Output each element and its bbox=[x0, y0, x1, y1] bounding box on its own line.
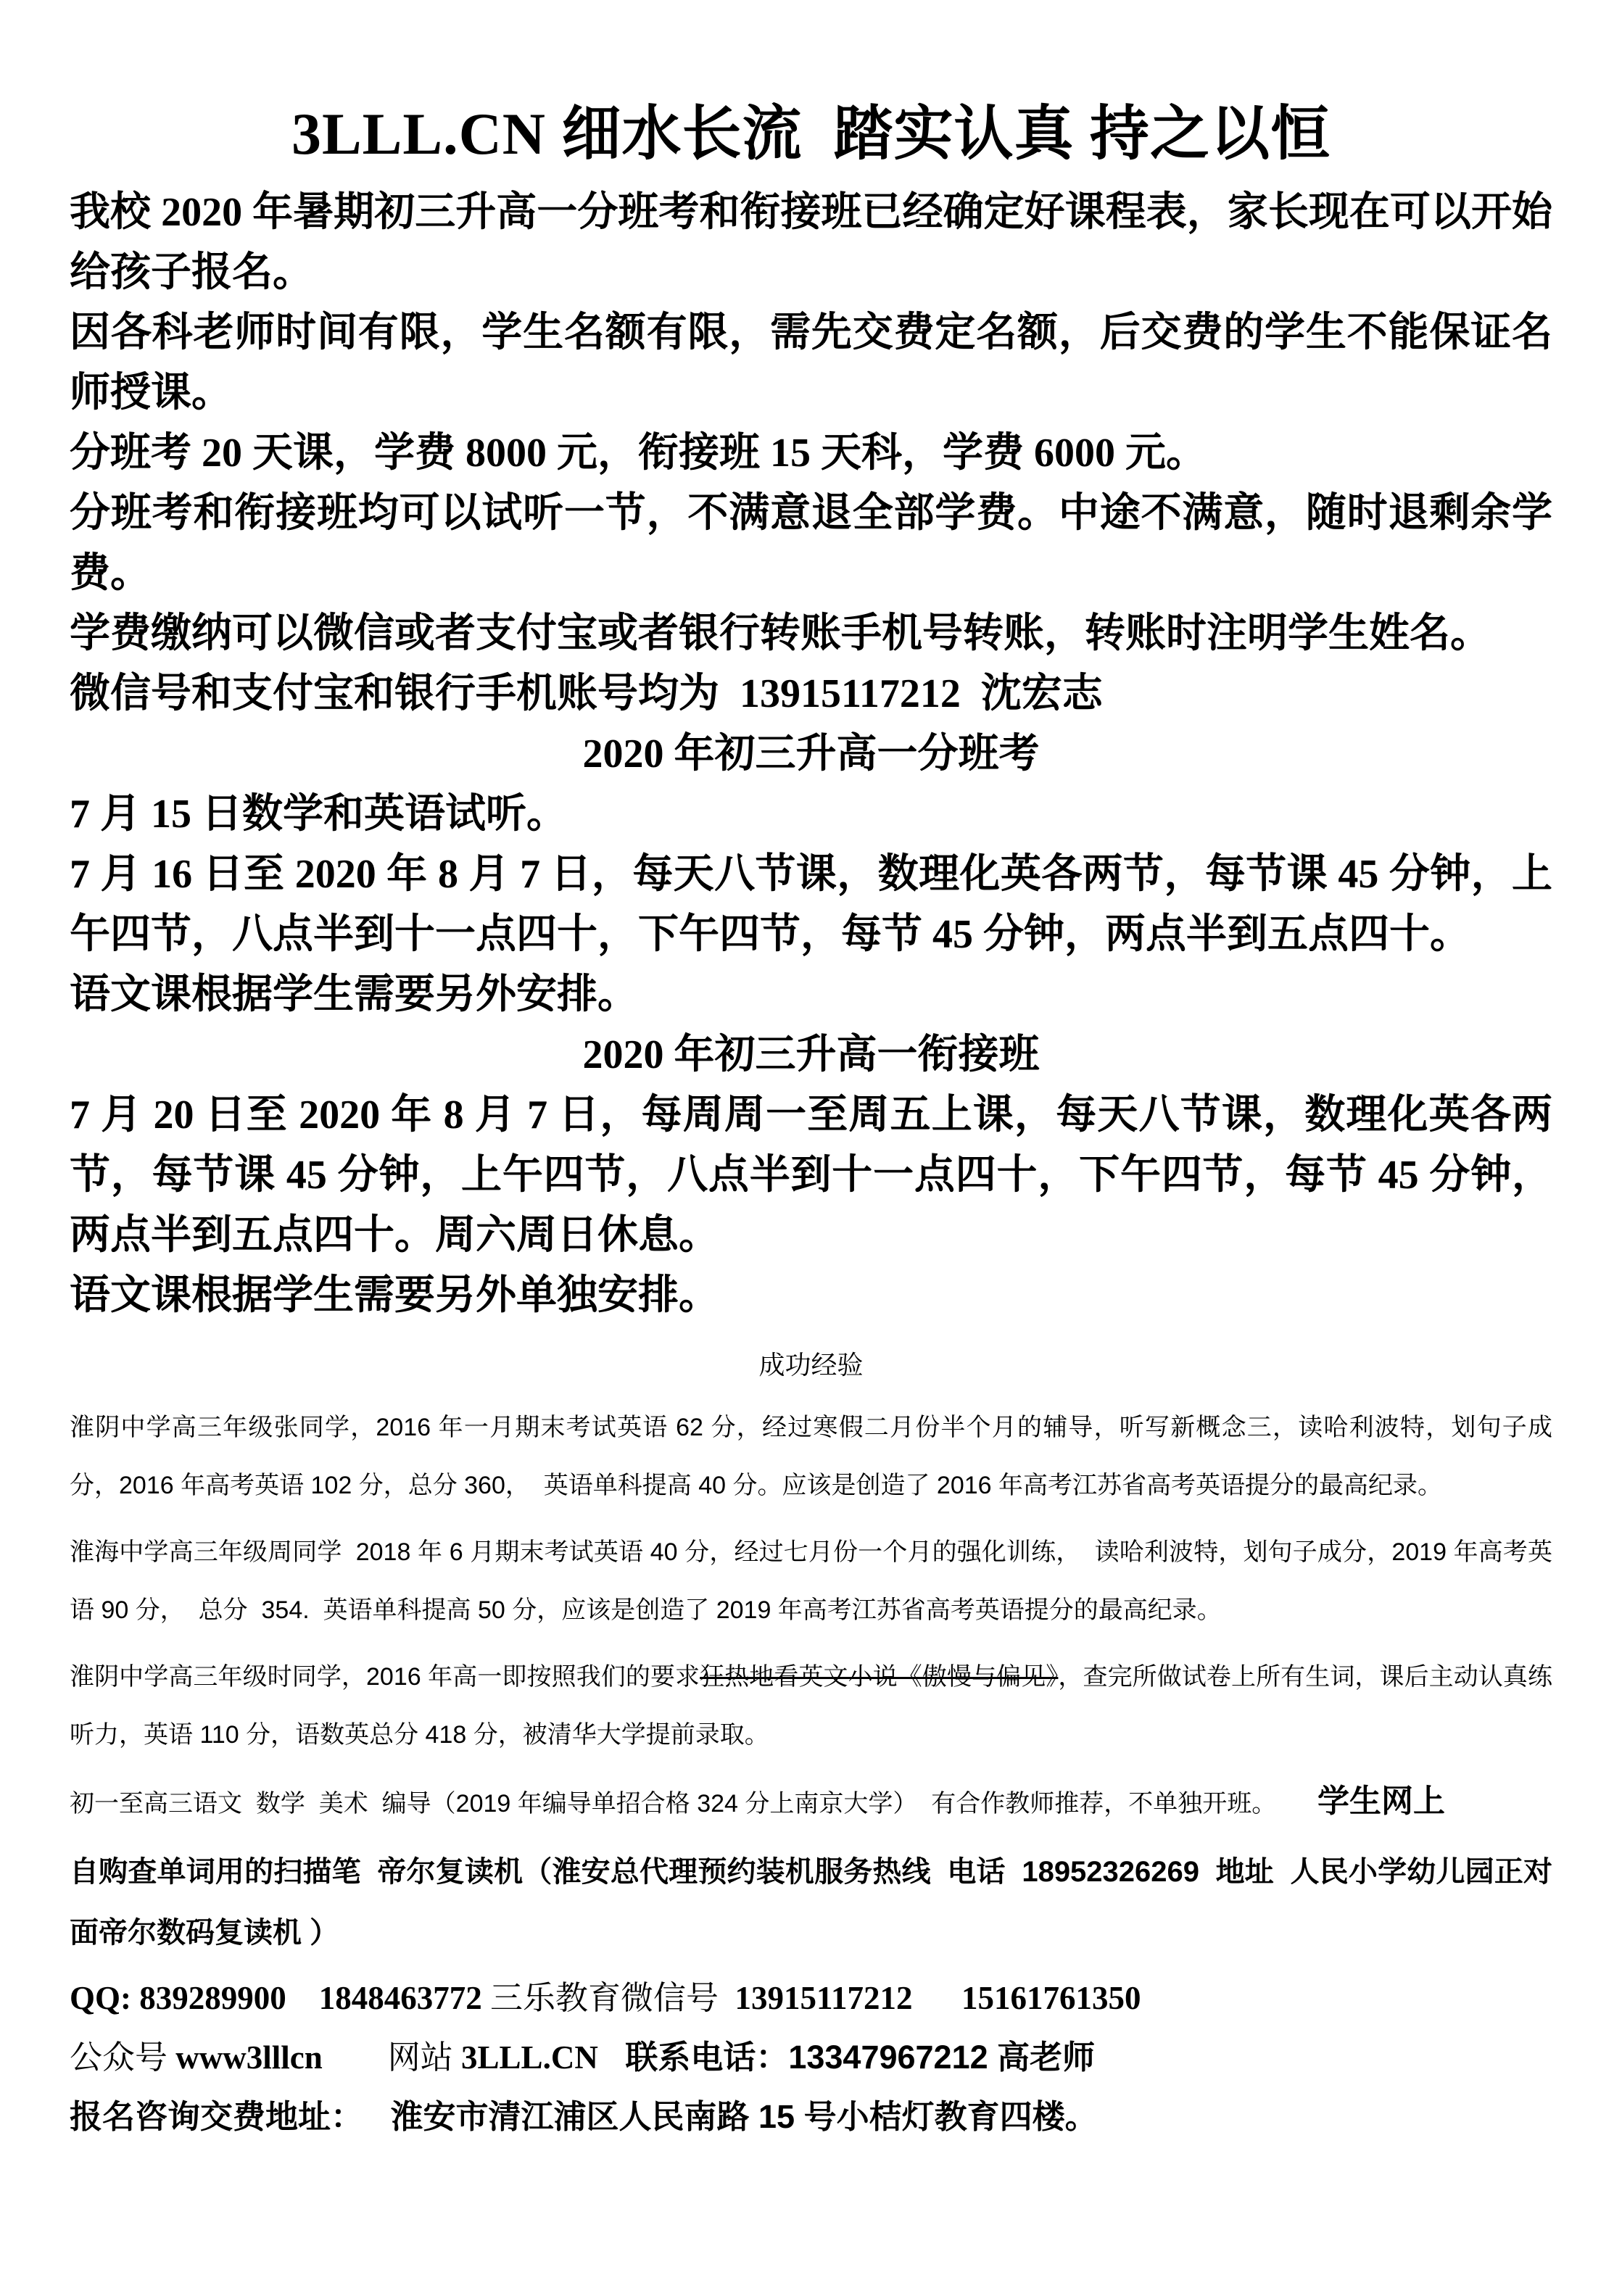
contact-qq-line: QQ: 839289900 1848463772 三乐教育微信号 13915117212 15161761350 bbox=[70, 1980, 1141, 2016]
paragraph-chinese-class-note-2: 语文课根据学生需要另外单独安排。 bbox=[70, 1273, 719, 1318]
paragraph-payment-methods: 学费缴纳可以微信或者支付宝或者银行转账手机号转账，转账时注明学生姓名。 bbox=[70, 611, 1491, 656]
paragraph-payment-account: 微信号和支付宝和银行手机账号均为 13915117212 沈宏志 bbox=[70, 671, 1103, 716]
heading-placement-exam: 2020 年初三升高一分班考 bbox=[582, 732, 1040, 776]
paragraph-chinese-class-note: 语文课根据学生需要另外安排。 bbox=[70, 972, 638, 1017]
paragraph-seat-limit: 因各科老师时间有限，学生名额有限，需先交费定名额，后交费的学生不能保证名师授课。 bbox=[70, 310, 1552, 415]
contact-channel-line: 公众号 www3lllcn 网站 3LLL.CN 联系电话：13347967212 高老师 bbox=[70, 2039, 1096, 2076]
paragraph-scanner-pen: 自购查单词用的扫描笔 帝尔复读机（淮安总代理预约装机服务热线 电话 18952326269 地址 人民小学幼儿园正对面帝尔数码复读机 ） bbox=[70, 1856, 1552, 1949]
paragraph-trial-date: 7 月 15 日数学和英语试听。 bbox=[70, 792, 567, 837]
paragraph-tuition: 分班考 20 天课，学费 8000 元，衔接班 15 天科，学费 6000 元。 bbox=[70, 431, 1207, 476]
paragraph-placement-schedule: 7 月 16 日至 2020 年 8 月 7 日，每天八节课，数理化英各两节，每节课 45 分钟，上午四节，八点半到十一点四十，下午四节，每节 45 分钟，两点半到五点四十。 bbox=[70, 852, 1552, 957]
success-stories-section bbox=[70, 1398, 1552, 1963]
notice-body bbox=[70, 183, 1552, 1326]
heading-success-stories: 成功经验 bbox=[758, 1350, 864, 1380]
contact-address-line: 报名咨询交费地址： 淮安市清江浦区人民南路 15 号小桔灯教育四楼。 bbox=[70, 2098, 1098, 2135]
paragraph-refund-policy: 分班考和衔接班均可以试听一节，不满意退全部学费。中途不满意，随时退剩余学费。 bbox=[70, 491, 1552, 596]
paragraph-bridge-schedule: 7 月 20 日至 2020 年 8 月 7 日，每周周一至周五上课，每天八节课，数理化英各两节，每节课 45 分钟，上午四节，八点半到十一点四十，下午四节，每节 45 分钟，两点半到五点四十。周六周日休息。 bbox=[70, 1093, 1552, 1258]
page-title: 3LLL.CN 细水长流 踏实认真 持之以恒 bbox=[291, 101, 1331, 167]
contact-section bbox=[70, 1969, 1552, 2146]
paragraph-enrollment-open: 我校 2020 年暑期初三升高一分班考和衔接班已经确定好课程表，家长现在可以开始给孩子报名。 bbox=[70, 190, 1552, 295]
story-zhang-huaiyin: 淮阴中学高三年级张同学，2016 年一月期末考试英语 62 分，经过寒假二月份半个月的辅导，听写新概念三，读哈利波特，划句子成分，2016 年高考英语 102 分，总分 360， 英语单科提高 40 分。应该是创造了 2016 年高考江苏省高考英语提分的最高纪录。 bbox=[70, 1414, 1552, 1499]
heading-bridge-class: 2020 年初三升高一衔接班 bbox=[582, 1032, 1040, 1077]
paragraph-other-courses: 初一至高三语文 数学 美术 编导（2019 年编导单招合格 324 分上南京大学） 有合作教师推荐，不单独开班。 学生网上 bbox=[70, 1783, 1445, 1819]
story-shi-huaiyin: 淮阴中学高三年级时同学，2016 年高一即按照我们的要求狂热地看英文小说《傲慢与偏见》，查完所做试卷上所有生词，课后主动认真练听力，英语 110 分，语数英总分 418 分，被清华大学提前录取。 bbox=[70, 1663, 1553, 1749]
story-zhou-huaihai: 淮海中学高三年级周同学 2018 年 6 月期末考试英语 40 分，经过七月份一个月的强化训练， 读哈利波特，划句子成分，2019 年高考英语 90 分， 总分 354. 英语单科提高 50 分，应该是创造了 2019 年高考江苏省高考英语提分的最高纪录。 bbox=[70, 1538, 1552, 1624]
